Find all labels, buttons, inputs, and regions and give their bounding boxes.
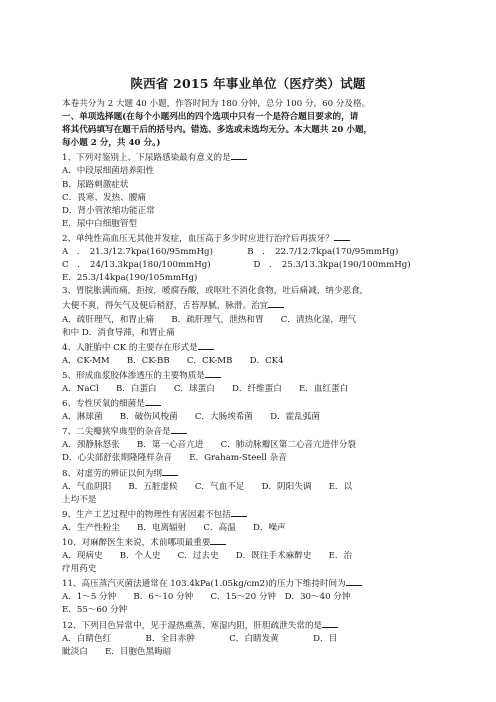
line-text: 2、单纯性高血压无其他并发症，血压高于多少时应进行治疗后再拔牙？: [62, 233, 334, 244]
line-text: A．淋球菌 B．破伤风梭菌 C．大肠埃希菌 D．霍乱弧菌: [62, 412, 321, 423]
text-line: [62, 396, 438, 411]
text-line: [62, 563, 438, 576]
line-text: 眦淡白 E．目胞色黑晦暗: [62, 646, 172, 657]
line-text: C．畏寒、发热、腰痛: [62, 192, 146, 203]
text-line: [62, 383, 438, 396]
text-line: [62, 150, 438, 165]
text-line: [62, 452, 438, 465]
answer-blank: [171, 424, 187, 434]
section-heading-line-1: 一、单项选择题(在每个小题列出的四个选项中只有一个是符合题目要求的，请: [62, 112, 359, 123]
text-line: [62, 259, 438, 272]
section-heading-line-3: 每小题 2 分，共 40 分。): [62, 138, 161, 149]
page-title: 陕西省 2015 年事业单位（医疗类）试题: [130, 76, 366, 91]
line-text: C ． 24/13.3kpa(180/100mmHg) D ． 25.3/13.3kpa(190/100mmHg): [62, 260, 411, 271]
text-line: [62, 522, 438, 535]
answer-blank: [210, 535, 226, 545]
text-line: [62, 439, 438, 452]
line-text: E．尿中白细胞管型: [62, 218, 138, 229]
text-line: [62, 466, 438, 481]
line-text: 12、下列目色异常中，见于湿热熏蒸、寒湿内阻，肝胆疏泄失常的是: [62, 620, 323, 631]
line-text: E．25.3/14kpa(190/105mmHg): [62, 273, 198, 284]
answer-blank: [334, 231, 350, 241]
line-text: A．中段尿细菌培养阳性: [62, 166, 155, 177]
answer-blank: [145, 396, 161, 406]
text-line: [62, 179, 438, 192]
line-text: A．疏肝理气，和胃止痛 B．疏肝理气，泄热和胃 C．清热化湿，理气: [62, 314, 357, 325]
line-text: A．NaCl B．白蛋白 C．球蛋白 D．纤维蛋白 E．血红蛋白: [62, 383, 349, 394]
text-line: [62, 340, 438, 355]
line-text: 疗用药史: [62, 564, 97, 575]
answer-blank: [162, 466, 178, 476]
text-line: [62, 355, 438, 368]
line-text: 4、人脏胎中 CK 的主要存在形式是: [62, 342, 198, 353]
line-text: A．现病史 B．个人史 C．过去史 D．既往手术麻醉史 E．治: [62, 551, 353, 562]
text-line: [62, 507, 438, 522]
line-text: A．颈静脉怒张 B．第一心音亢进 C．肺动脉瓣区第二心音亢进伴分裂: [62, 440, 357, 451]
line-text: 1、下列对鉴别上、下尿路感染最有意义的是: [62, 153, 231, 164]
line-text: E．55～60 分钟: [62, 605, 128, 616]
line-text: D．肾小管浓缩功能正常: [62, 205, 155, 216]
text-line: [62, 494, 438, 507]
text-line: [62, 633, 438, 646]
text-line: [62, 618, 438, 633]
text-line: [62, 368, 438, 383]
answer-blank: [205, 368, 221, 378]
text-line: [62, 576, 438, 591]
answer-blank: [346, 576, 362, 586]
text-line: [62, 231, 438, 246]
line-text: A．白睛色红 B．全目赤肿 C．白睛发黄 D．目: [62, 633, 338, 644]
line-text: B．尿路刺激症状: [62, 179, 129, 190]
answer-blank: [322, 618, 338, 628]
line-text: A．气血阴阳 B．五脏虚候 C．气血不足 D．阴阳失调 E．以: [62, 481, 353, 492]
line-text: 6、专性厌氧的细菌是: [62, 399, 145, 410]
line-text: 7、二尖瓣狭窄典型的杂音是: [62, 427, 171, 438]
document-body: [62, 98, 438, 659]
line-text: A．1～5 分钟 B．6～10 分钟 C．15～20 分钟 D．30～40 分钟: [62, 592, 351, 603]
line-text: D．心尖部舒张期隆隆样杂音 E．Graham-Steell 杂音: [62, 453, 287, 464]
line-text: 上均不是: [62, 494, 97, 505]
line-text: 8、对虚劳的辨证以何为纲: [62, 468, 162, 479]
line-text: 11、高压蒸汽灭菌法通常在 103.4kPa(1.05kg/cm2)的压力下维持时间为: [62, 579, 346, 590]
answer-blank: [198, 340, 214, 350]
line-text: A．生产性粉尘 B．电离辐射 C．高温 D．噪声: [62, 522, 286, 533]
line-text: A．CK-MM B．CK-BB C．CK-MB D．CK4: [62, 355, 284, 366]
answer-blank: [231, 507, 247, 517]
line-text: 和中 D．消食导滞，和胃止痛: [62, 327, 175, 338]
text-line: [62, 481, 438, 494]
text-line: [62, 424, 438, 439]
text-line: [62, 550, 438, 563]
text-line: [62, 591, 438, 604]
text-line: [62, 604, 438, 617]
line-text: 10、对麻醉医生来说，术前哪项最重要: [62, 538, 211, 548]
text-line: [62, 314, 438, 327]
text-line: [62, 285, 438, 298]
question-list: [62, 150, 438, 658]
text-line: [62, 327, 438, 340]
text-line: [62, 646, 438, 659]
line-text: 大便不爽，得矢气及便后稍舒，舌苔厚腻，脉滑。治宜: [62, 301, 269, 312]
text-line: [62, 272, 438, 285]
text-line: [62, 218, 438, 231]
answer-blank: [231, 150, 247, 160]
line-text: 3、胃脘胀满而痛，拒按，嗳腐吞酸，或呕吐不消化食物，吐后痛减，纳少恶食，: [62, 286, 369, 297]
line-text: A ． 21.3/12.7kpa(160/95mmHg) B ． 22.7/12.7kpa(170/95mmHg): [62, 247, 399, 258]
intro-text: 本卷共分为 2 大题 40 小题，作答时间为 180 分钟，总分 100 分，60 分及格。: [62, 99, 371, 109]
answer-blank: [268, 298, 284, 308]
text-line: [62, 165, 438, 178]
line-text: 9、生产工艺过程中的物理性有害因素不包括: [62, 509, 231, 520]
text-line: [62, 298, 438, 313]
text-line: [62, 192, 438, 205]
section-heading-line-2: 将其代码填写在题干后的括号内。错选、多选或未选均无分。本大题共 20 小题，: [62, 125, 373, 136]
text-line: [62, 246, 438, 259]
line-text: 5、形成血浆胶体渗透压的主要物质是: [62, 370, 205, 381]
text-line: [62, 411, 438, 424]
text-line: [62, 205, 438, 218]
text-line: [62, 535, 438, 550]
